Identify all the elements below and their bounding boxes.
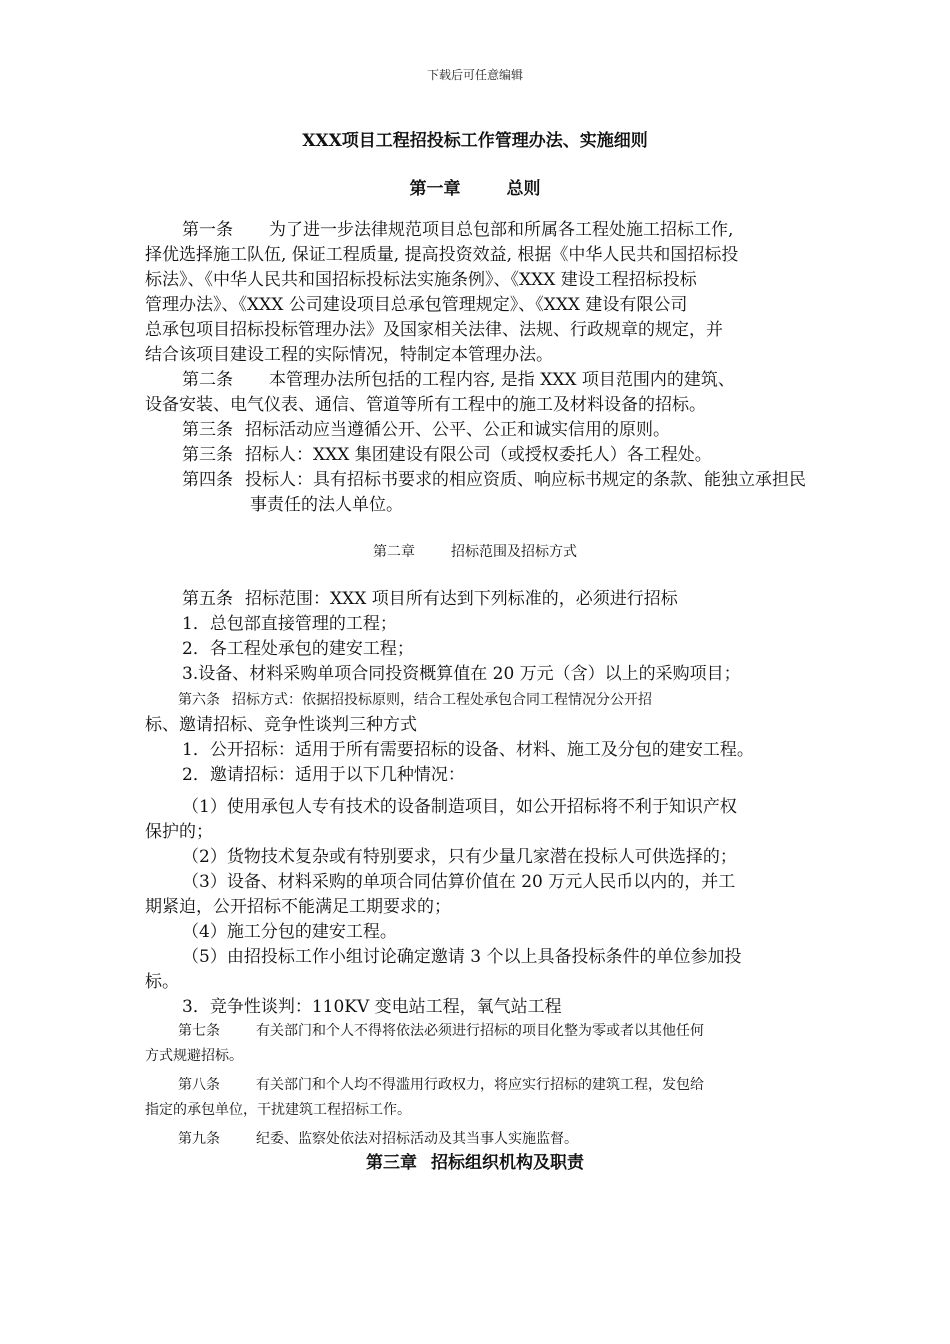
article-1-line: 结合该项目建设工程的实际情况，特制定本管理办法。 — [145, 345, 553, 365]
scope-item: 3.设备、材料采购单项合同投资概算值在 20 万元（含）以上的采购项目； — [182, 664, 741, 684]
chapter-3-heading — [0, 1148, 950, 1173]
article-4-label: 第四条 — [182, 470, 233, 490]
article-6-text: 招标方式：依据招投标原则，结合工程处承包合同工程情况分公开招 — [232, 692, 652, 708]
article-3b-text: 招标人：XXX 集团建设有限公司（或授权委托人）各工程处。 — [245, 445, 712, 465]
chapter-2-name: 招标范围及招标方式 — [451, 544, 577, 560]
chapter-2-number: 第二章 — [373, 544, 415, 560]
article-2-line: 设备安装、电气仪表、通信、管道等所有工程中的施工及材料设备的招标。 — [145, 395, 706, 415]
article-6-line: 标、邀请招标、竞争性谈判三种方式 — [145, 715, 417, 735]
article-3b — [145, 443, 817, 468]
article-7-line: 方式规避招标。 — [145, 1048, 243, 1064]
article-3a-text: 招标活动应当遵循公开、公平、公正和诚实信用的原则。 — [245, 420, 670, 440]
method-item: 1．公开招标：适用于所有需要招标的设备、材料、施工及分包的建安工程。 — [182, 740, 754, 760]
article-4 — [145, 468, 817, 518]
chapter-2-heading — [0, 541, 950, 561]
method-item: 2．邀请招标：适用于以下几种情况： — [182, 765, 465, 785]
article-7-line — [145, 1019, 817, 1044]
article-6-line — [145, 687, 817, 713]
article-6-label: 第六条 — [178, 692, 220, 708]
article-5-label: 第五条 — [182, 589, 233, 609]
article-7-label: 第七条 — [178, 1023, 220, 1039]
articles-7-9 — [145, 1019, 817, 1152]
article-1-line: 标法》、《中华人民共和国招标投标法实施条例》、《XXX 建设工程招标投标 — [145, 270, 697, 290]
article-5 — [145, 587, 817, 612]
case-list — [145, 795, 817, 1020]
article-2-label: 第二条 — [182, 370, 233, 390]
document-title: XXX项目工程招投标工作管理办法、实施细则 — [302, 131, 648, 151]
page-header: 下载后可任意编辑 — [426, 68, 523, 82]
article-1-text: 为了进一步法律规范项目总包部和所属各工程处施工招标工作, — [269, 220, 734, 240]
article-9-label: 第九条 — [178, 1131, 220, 1147]
article-4-text: 投标人：具有招标书要求的相应资质、响应标书规定的条款、能独立承担民事责任的法人单位。 — [245, 470, 806, 515]
chapter-3-name: 招标组织机构及职责 — [431, 1153, 584, 1173]
case-item: （2）货物技术复杂或有特别要求，只有少量几家潜在投标人可供选择的； — [182, 847, 737, 867]
chapter-1-number: 第一章 — [409, 179, 461, 199]
article-7-text: 有关部门和个人不得将依法必须进行招标的项目化整为零或者以其他任何 — [256, 1023, 704, 1039]
chapter-1-heading — [0, 174, 950, 199]
article-2-text: 本管理办法所包括的工程内容, 是指 XXX 项目范围内的建筑、 — [269, 370, 735, 390]
article-3b-label: 第三条 — [182, 445, 233, 465]
article-1-label: 第一条 — [182, 220, 233, 240]
case-item: 期紧迫，公开招标不能满足工期要求的； — [145, 897, 451, 917]
article-1-line: 择优选择施工队伍, 保证工程质量, 提高投资效益, 根据《中华人民共和国招标投 — [145, 245, 739, 265]
case-item: （5）由招投标工作小组讨论确定邀请 3 个以上具备投标条件的单位参加投 — [182, 947, 742, 967]
article-8-line — [145, 1073, 817, 1098]
method-item: 3．竞争性谈判：110KV 变电站工程，氧气站工程 — [182, 997, 562, 1017]
article-1-line — [145, 218, 817, 243]
article-3a-label: 第三条 — [182, 420, 233, 440]
scope-item: 2．各工程处承包的建安工程； — [182, 639, 414, 659]
article-1-line: 管理办法》、《XXX 公司建设项目总承包管理规定》、《XXX 建设有限公司 — [145, 295, 688, 315]
chapter-1-body — [145, 218, 817, 518]
article-9-text: 纪委、监察处依法对招标活动及其当事人实施监督。 — [256, 1131, 578, 1147]
article-8-text: 有关部门和个人均不得滥用行政权力，将应实行招标的建筑工程，发包给 — [256, 1077, 704, 1093]
chapter-2-body — [145, 587, 817, 788]
scope-item: 1．总包部直接管理的工程； — [182, 614, 397, 634]
article-3a — [145, 418, 817, 443]
case-item: （3）设备、材料采购的单项合同估算价值在 20 万元人民币以内的，并工 — [182, 872, 736, 892]
article-8-label: 第八条 — [178, 1077, 220, 1093]
case-item: 标。 — [145, 972, 179, 992]
case-item: 保护的； — [145, 822, 213, 842]
article-1-line: 总承包项目招标投标管理办法》及国家相关法律、法规、行政规章的规定，并 — [145, 320, 723, 340]
article-2-line — [145, 368, 817, 393]
chapter-1-name: 总则 — [506, 179, 541, 199]
article-5-text: 招标范围：XXX 项目所有达到下列标准的，必须进行招标 — [245, 589, 678, 609]
article-8-line: 指定的承包单位，干扰建筑工程招标工作。 — [145, 1102, 411, 1118]
case-item: （4）施工分包的建安工程。 — [182, 922, 397, 942]
case-item: （1）使用承包人专有技术的设备制造项目，如公开招标将不利于知识产权 — [182, 797, 737, 817]
chapter-3-number: 第三章 — [366, 1153, 417, 1173]
